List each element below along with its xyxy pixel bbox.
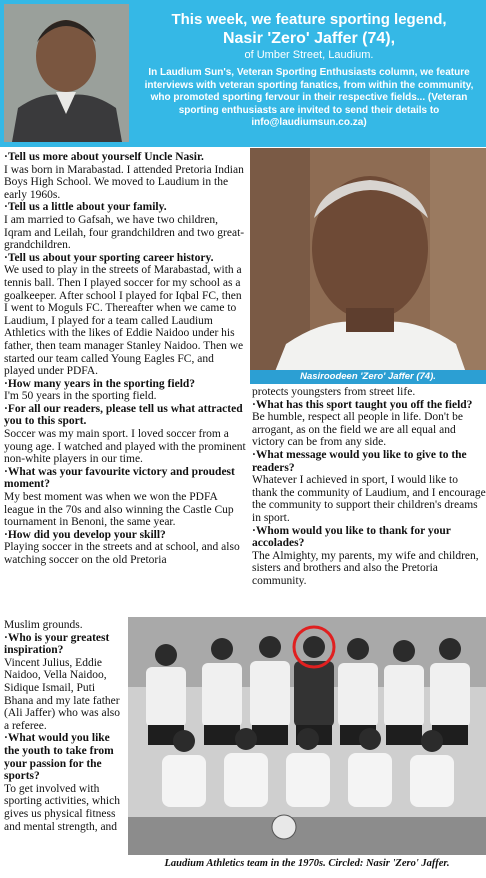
answer: We used to play in the streets of Marabastad, with a tennis ball. Then I played soccer for my school as a goalkeeper. After school I played for Iqbal FC, then I went to Moguls FC. Thereafter when we came to Laudium, I played for a team called Laudium Athletics with the likes of Eddie Naidoo under his father, then team manager Stanley Naidoo. Then we started our team called Young Eagles FC, and played under PDFA. [4, 264, 244, 378]
answer: Be humble, respect all people in life. Don't be arrogant, as on the field we are all equal and victory can be from any side. [252, 411, 463, 449]
question: ·Who is your greatest inspiration? [4, 631, 110, 657]
header-name: Nasir 'Zero' Jaffer (74), [222, 30, 396, 47]
question: ·What was your favourite victory and proudest moment? [4, 465, 235, 491]
header-line1: This week, we feature sporting legend, [171, 11, 447, 28]
question: ·Tell us about your sporting career history. [4, 251, 214, 264]
question: ·Tell us more about yourself Uncle Nasir. [4, 151, 204, 163]
answer: I'm 50 years in the sporting field. [4, 390, 157, 403]
portrait-caption: Nasiroodeen 'Zero' Jaffer (74). [250, 370, 486, 384]
left-column [4, 151, 246, 567]
question: ·Tell us a little about your family. [4, 201, 167, 214]
answer: Whatever I achieved in sport, I would like to thank the community of Laudium, and I encourage the community to support their children's dreams in sport. [252, 474, 486, 524]
answer: I was born in Marabastad. I attended Pretoria Indian Boys High School. We moved to Laudium in the early 1960s. [4, 163, 244, 201]
question: ·How many years in the sporting field? [4, 377, 196, 390]
answer: The Almighty, my parents, my wife and children, sisters and brothers and also the Pretoria community. [252, 549, 479, 587]
header-text [134, 10, 484, 130]
question: ·What would you like the youth to take from your passion for the sports? [4, 732, 114, 783]
question: ·What message would you like to give to the readers? [252, 448, 467, 474]
answer-continued: Muslim grounds. [4, 619, 83, 631]
header-intro: In Laudium Sun's, Veteran Sporting Enthusiasts column, we feature interviews with veteran sporting fanatics, from within the community, who promoted sporting fervour in their respective fields... (Veteran sporting enthusiasts are invited to send their details to info@laudiumsun.co.za) [144, 67, 474, 128]
answer: Soccer was my main sport. I loved soccer from a young age. I watched and played with the prominent non-white players in our time. [4, 428, 246, 466]
question: ·For all our readers, please tell us what attracted you to this sport. [4, 402, 243, 428]
answer: I am married to Gafsah, we have two children, Iqram and Leilah, four grandchildren and two great-grandchildren. [4, 213, 245, 252]
answer-continued: protects youngsters from street life. [252, 386, 416, 398]
question: ·Whom would you like to thank for your accolades? [252, 524, 451, 550]
portrait-photo [250, 148, 486, 384]
bottom-column [4, 619, 124, 833]
team-caption: Laudium Athletics team in the 1970s. Circled: Nasir 'Zero' Jaffer. [164, 858, 450, 869]
header-address: of Umber Street, Laudium. [244, 49, 374, 61]
answer: Playing soccer in the streets and at school, and also watching soccer on the old Pretoria [4, 541, 240, 566]
answer: To get involved with sporting activities, which gives us physical fitness and mental strength, and [4, 782, 120, 833]
header-banner [0, 0, 486, 147]
header-portrait-photo [4, 4, 129, 142]
answer: My best moment was when we won the PDFA league in the 70s and also winning the Castle Cup tournament in Benoni, the same year. [4, 491, 234, 529]
team-photo [128, 617, 486, 855]
answer: Vincent Julius, Eddie Naidoo, Vella Naidoo, Sidique Ismail, Puti Bhana and my late father (Ali Jaffer) who was also a referee. [4, 656, 121, 732]
question: ·How did you develop your skill? [4, 528, 166, 541]
question: ·What has this sport taught you off the field? [252, 398, 473, 411]
right-column [252, 386, 486, 588]
